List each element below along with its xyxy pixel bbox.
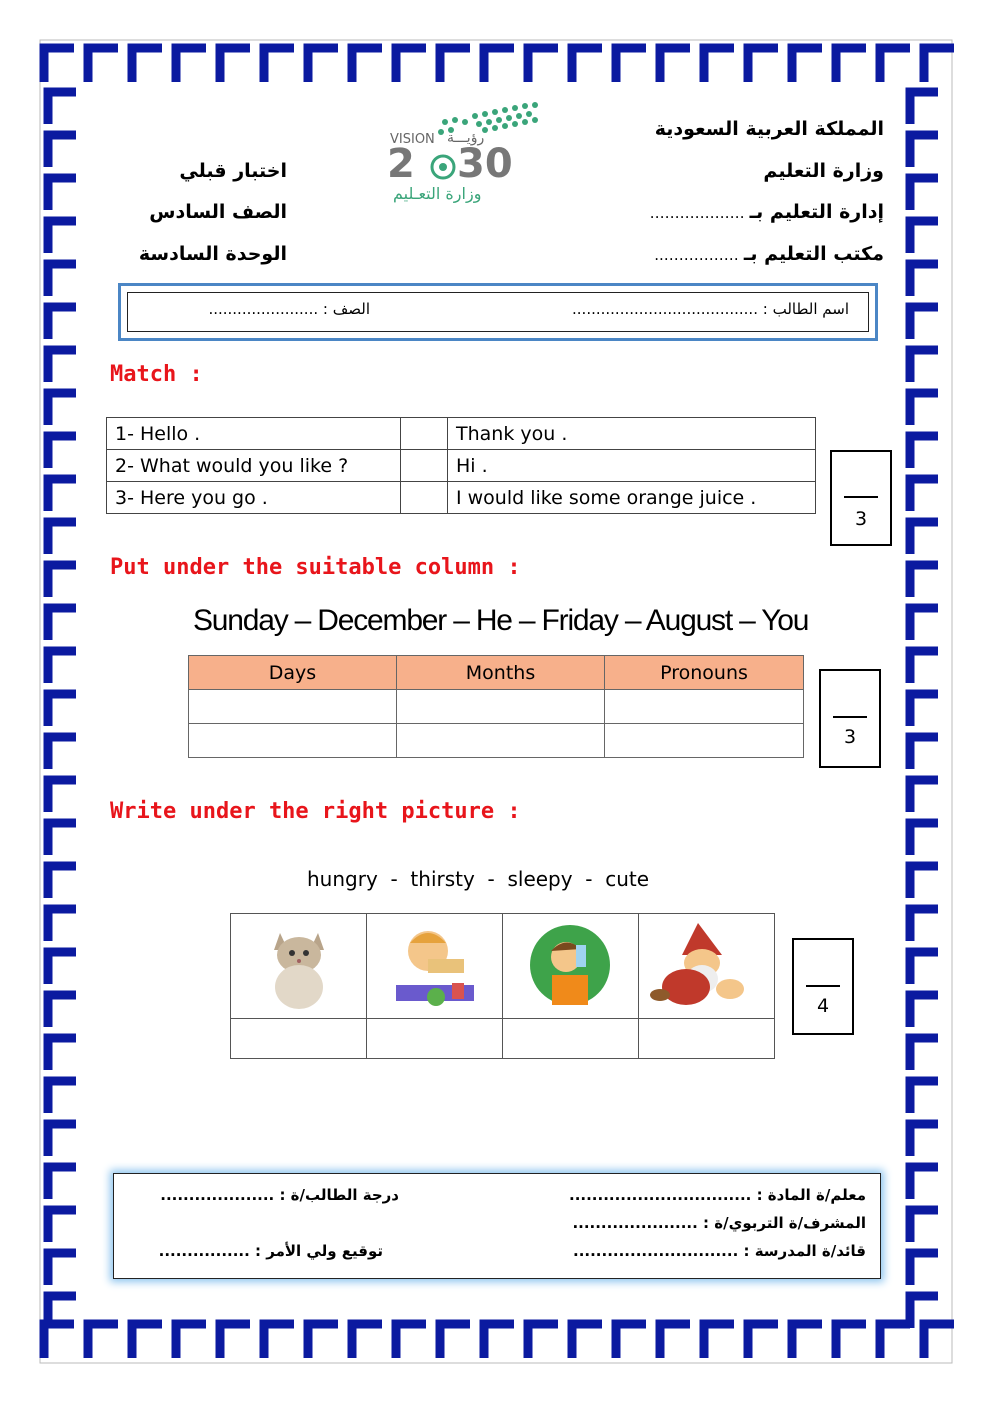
columns-score-box [819, 669, 881, 768]
border-bracket [48, 1167, 76, 1199]
match-right-1: Thank you . [448, 418, 816, 450]
admin-dots: ………………. [649, 204, 745, 222]
ministry-label: وزارة التعليم [763, 160, 884, 182]
border-bracket [264, 1324, 294, 1358]
border-bracket [792, 48, 822, 82]
border-bracket [48, 952, 76, 984]
match-answer-2[interactable] [401, 450, 448, 482]
border-bracket [176, 1324, 206, 1358]
match-left-3: 3- Here you go . [107, 482, 401, 514]
picture-cell [503, 914, 639, 1019]
pictures-table [230, 913, 775, 1059]
match-left-2: 2- What would you like ? [107, 450, 401, 482]
border-bracket [910, 1210, 938, 1242]
border-bracket [910, 221, 938, 253]
border-bracket [910, 737, 938, 769]
logo-year-right: 30 [457, 141, 513, 187]
answer-cell[interactable] [639, 1019, 775, 1059]
match-right-3: I would like some orange juice . [448, 482, 816, 514]
border-bracket [132, 1324, 162, 1358]
border-bracket [910, 823, 938, 855]
score-line [844, 496, 878, 498]
border-bracket [220, 48, 250, 82]
answer-cell[interactable] [189, 724, 397, 758]
border-bracket [910, 565, 938, 597]
match-answer-1[interactable] [401, 418, 448, 450]
pictures-score-box [792, 938, 854, 1035]
table-row [231, 914, 775, 1019]
border-bracket [792, 1324, 822, 1358]
match-score-box [830, 450, 892, 546]
border-bracket [660, 48, 690, 82]
pictures-word-bank: hungry - thirsty - sleepy - cute [307, 867, 650, 891]
border-bracket [910, 651, 938, 683]
border-bracket [910, 1167, 938, 1199]
kitten-image [232, 915, 365, 1013]
principal-line: قائد/ة المدرسة : ............................. [573, 1242, 866, 1260]
table-row [189, 724, 804, 758]
pictures-score: 4 [816, 995, 830, 1017]
border-bracket [48, 866, 76, 898]
columns-score: 3 [843, 726, 857, 748]
answer-cell[interactable] [503, 1019, 639, 1059]
border-bracket [910, 92, 938, 124]
border-bracket [660, 1324, 690, 1358]
border-bracket [220, 1324, 250, 1358]
border-bracket [910, 995, 938, 1027]
answer-cell[interactable] [397, 690, 605, 724]
vision-2030-logo [385, 100, 555, 210]
logo-vision-ar: رؤيـــة [447, 130, 485, 146]
border-bracket [484, 48, 514, 82]
supervisor-line: المشرف/ة التربوي/ة : ...................... [572, 1214, 866, 1232]
border-bracket [48, 92, 76, 124]
columns-table [188, 655, 804, 758]
match-score: 3 [854, 508, 868, 530]
match-table [106, 417, 816, 514]
border-bracket [880, 1324, 910, 1358]
parent-sign-line: توقيع ولي الأمر : ................ [158, 1242, 383, 1260]
col-header-pronouns: Pronouns [605, 656, 804, 690]
answer-cell[interactable] [605, 724, 804, 758]
table-header-row [189, 656, 804, 690]
border-bracket [132, 48, 162, 82]
border-bracket [396, 1324, 426, 1358]
border-bracket [48, 307, 76, 339]
border-bracket [910, 1124, 938, 1156]
border-bracket [48, 135, 76, 167]
table-row [231, 1019, 775, 1059]
logo-ministry-ar: وزارة التعـليم [393, 184, 482, 203]
border-bracket [44, 1324, 74, 1358]
border-bracket [48, 651, 76, 683]
border-bracket [48, 1038, 76, 1070]
border-bracket [88, 48, 118, 82]
border-bracket [48, 264, 76, 296]
border-bracket [484, 1324, 514, 1358]
border-bracket [572, 1324, 602, 1358]
score-line [833, 716, 867, 718]
border-bracket [910, 1253, 938, 1285]
columns-word-bank: Sunday – December – He – Friday – August – You [193, 604, 809, 637]
student-grade-line: درجة الطالب/ة : .................... [160, 1186, 399, 1204]
answer-cell[interactable] [367, 1019, 503, 1059]
border-bracket [48, 1253, 76, 1285]
picture-cell [639, 914, 775, 1019]
border-bracket [48, 1210, 76, 1242]
border-bracket [48, 780, 76, 812]
table-row [107, 482, 816, 514]
border-bracket [836, 48, 866, 82]
table-row [189, 690, 804, 724]
student-class-label: الصف : [322, 300, 370, 318]
border-bracket [910, 479, 938, 511]
border-bracket [616, 1324, 646, 1358]
border-bracket [880, 48, 910, 82]
border-bracket [748, 48, 778, 82]
border-bracket [910, 393, 938, 425]
exam-label: اختبار قبلي [179, 160, 287, 182]
border-bracket [924, 1324, 954, 1358]
thirsty-boy-image [504, 915, 637, 1013]
border-bracket [910, 866, 938, 898]
border-bracket [910, 522, 938, 554]
border-bracket [88, 1324, 118, 1358]
border-bracket [910, 307, 938, 339]
border-bracket [704, 1324, 734, 1358]
border-bracket [910, 264, 938, 296]
border-bracket [48, 995, 76, 1027]
score-line [806, 985, 840, 987]
border-bracket [572, 48, 602, 82]
columns-title: Put under the suitable column : [110, 555, 521, 580]
student-name-label: اسم الطالب : [762, 300, 849, 318]
logo-vision-en: VISION [390, 132, 435, 147]
border-bracket [48, 522, 76, 554]
col-header-months: Months [397, 656, 605, 690]
border-bracket [48, 565, 76, 597]
border-bracket [910, 952, 938, 984]
sleepy-dwarf-image [640, 915, 773, 1013]
border-bracket [308, 1324, 338, 1358]
border-bracket [48, 909, 76, 941]
border-bracket [924, 48, 954, 82]
col-header-days: Days [189, 656, 397, 690]
border-bracket [910, 909, 938, 941]
border-bracket [704, 48, 734, 82]
match-title: Match : [110, 362, 203, 387]
border-bracket [910, 608, 938, 640]
border-bracket [440, 1324, 470, 1358]
border-bracket [48, 694, 76, 726]
border-bracket [910, 178, 938, 210]
teacher-line: معلم/ة المادة : ................................ [569, 1186, 866, 1204]
hungry-boy-image [368, 915, 501, 1013]
border-bracket [352, 48, 382, 82]
match-answer-3[interactable] [401, 482, 448, 514]
office-label: مكتب التعليم بـ [743, 243, 884, 265]
border-bracket [910, 780, 938, 812]
picture-cell [367, 914, 503, 1019]
grade-label: الصف السادس [149, 201, 287, 223]
student-name-line [572, 300, 849, 318]
border-bracket [748, 1324, 778, 1358]
table-row [107, 418, 816, 450]
border-bracket [910, 694, 938, 726]
border-bracket [616, 48, 646, 82]
office-line [654, 243, 884, 265]
border-bracket [48, 1081, 76, 1113]
border-bracket [264, 48, 294, 82]
border-bracket [48, 608, 76, 640]
border-bracket [528, 48, 558, 82]
unit-label: الوحدة السادسة [138, 243, 287, 265]
border-bracket [910, 1081, 938, 1113]
office-dots: …………….. [654, 246, 739, 264]
border-bracket [910, 135, 938, 167]
border-bracket [396, 48, 426, 82]
border-bracket [440, 48, 470, 82]
student-class-line [208, 300, 370, 318]
kingdom-label: المملكة العربية السعودية [654, 118, 884, 140]
answer-cell[interactable] [231, 1019, 367, 1059]
picture-cell [231, 914, 367, 1019]
logo-year-left: 2 [387, 141, 415, 187]
student-class-dots: ....................... [208, 300, 319, 318]
border-bracket [910, 1038, 938, 1070]
answer-cell[interactable] [397, 724, 605, 758]
match-left-1: 1- Hello . [107, 418, 401, 450]
admin-line [650, 201, 884, 223]
border-bracket [48, 1124, 76, 1156]
border-bracket [48, 823, 76, 855]
border-bracket [44, 48, 74, 82]
student-name-dots: ....................................... [572, 300, 758, 318]
answer-cell[interactable] [605, 690, 804, 724]
border-bracket [48, 393, 76, 425]
border-bracket [48, 479, 76, 511]
border-bracket [528, 1324, 558, 1358]
border-bracket [308, 48, 338, 82]
answer-cell[interactable] [189, 690, 397, 724]
pictures-title: Write under the right picture : [110, 799, 521, 824]
table-row [107, 450, 816, 482]
border-bracket [836, 1324, 866, 1358]
border-bracket [48, 350, 76, 382]
border-bracket [910, 350, 938, 382]
border-bracket [48, 178, 76, 210]
admin-label: إدارة التعليم بـ [749, 201, 884, 223]
match-right-2: Hi . [448, 450, 816, 482]
border-bracket [176, 48, 206, 82]
border-bracket [48, 737, 76, 769]
border-bracket [352, 1324, 382, 1358]
border-bracket [910, 436, 938, 468]
border-bracket [48, 436, 76, 468]
border-bracket [48, 221, 76, 253]
